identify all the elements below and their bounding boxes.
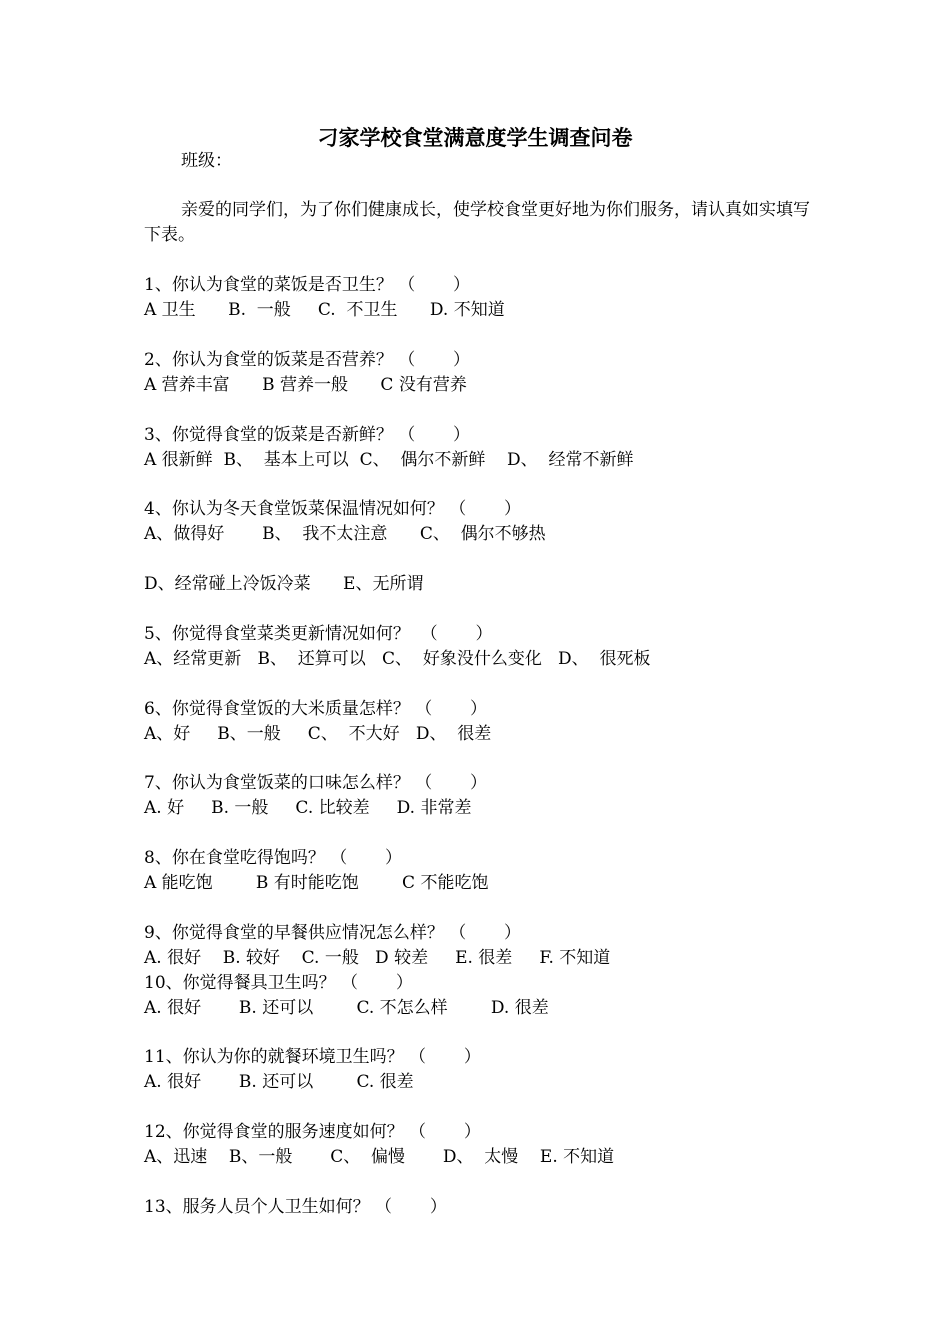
question-2-options: A 营养丰富 B 营养一般 C 没有营养 — [144, 375, 467, 395]
question-13: 13、服务人员个人卫生如何？ （ ） — [144, 1197, 447, 1217]
question-9: 9、你觉得食堂的早餐供应情况怎么样？ （ ） — [144, 923, 522, 943]
question-10-options: A. 很好 B. 还可以 C. 不怎么样 D. 很差 — [144, 998, 549, 1018]
question-5: 5、你觉得食堂菜类更新情况如何？ （ ） — [144, 624, 493, 644]
question-12: 12、你觉得食堂的服务速度如何？ （ ） — [144, 1122, 481, 1142]
question-7-options: A. 好 B. 一般 C. 比较差 D. 非常差 — [144, 798, 472, 818]
question-4: 4、你认为冬天食堂饭菜保温情况如何？ （ ） — [144, 499, 522, 519]
question-5-options: A、经常更新 B、 还算可以 C、 好象没什么变化 D、 很死板 — [144, 649, 651, 669]
question-2: 2、你认为食堂的饭菜是否营养？ （ ） — [144, 350, 471, 370]
question-10: 10、你觉得餐具卫生吗？ （ ） — [144, 973, 413, 993]
question-11-options: A. 很好 B. 还可以 C. 很差 — [144, 1072, 414, 1092]
question-3: 3、你觉得食堂的饭菜是否新鲜？ （ ） — [144, 425, 471, 445]
question-8-options: A 能吃饱 B 有时能吃饱 C 不能吃饱 — [144, 873, 489, 893]
question-3-options: A 很新鲜 B、 基本上可以 C、 偶尔不新鲜 D、 经常不新鲜 — [144, 450, 634, 470]
intro-paragraph — [144, 198, 814, 248]
page-title: 刁家学校食堂满意度学生调查问卷 — [317, 125, 633, 150]
question-11: 11、你认为你的就餐环境卫生吗？ （ ） — [144, 1047, 481, 1067]
intro-text: 亲爱的同学们，为了你们健康成长，使学校食堂更好地为你们服务，请认真如实填写下表。 — [144, 200, 810, 245]
question-4-options: A、做得好 B、 我不太注意 C、 偶尔不够热 — [144, 524, 546, 544]
question-9-options: A. 很好 B. 较好 C. 一般 D 较差 E. 很差 F. 不知道 — [144, 948, 611, 968]
question-12-options: A、迅速 B、一般 C、 偏慢 D、 太慢 E. 不知道 — [144, 1147, 615, 1167]
class-field-label: 班级： — [181, 151, 232, 171]
question-7: 7、你认为食堂饭菜的口味怎么样？ （ ） — [144, 773, 488, 793]
question-4-options-extra: D、经常碰上冷饭冷菜 E、无所谓 — [144, 574, 424, 594]
question-6: 6、你觉得食堂饭的大米质量怎样？ （ ） — [144, 699, 488, 719]
question-1-options: A 卫生 B. 一般 C. 不卫生 D. 不知道 — [144, 300, 505, 320]
question-1: 1、你认为食堂的菜饭是否卫生？ （ ） — [144, 275, 471, 295]
question-6-options: A、好 B、一般 C、 不大好 D、 很差 — [144, 724, 492, 744]
question-8: 8、你在食堂吃得饱吗？ （ ） — [144, 848, 403, 868]
